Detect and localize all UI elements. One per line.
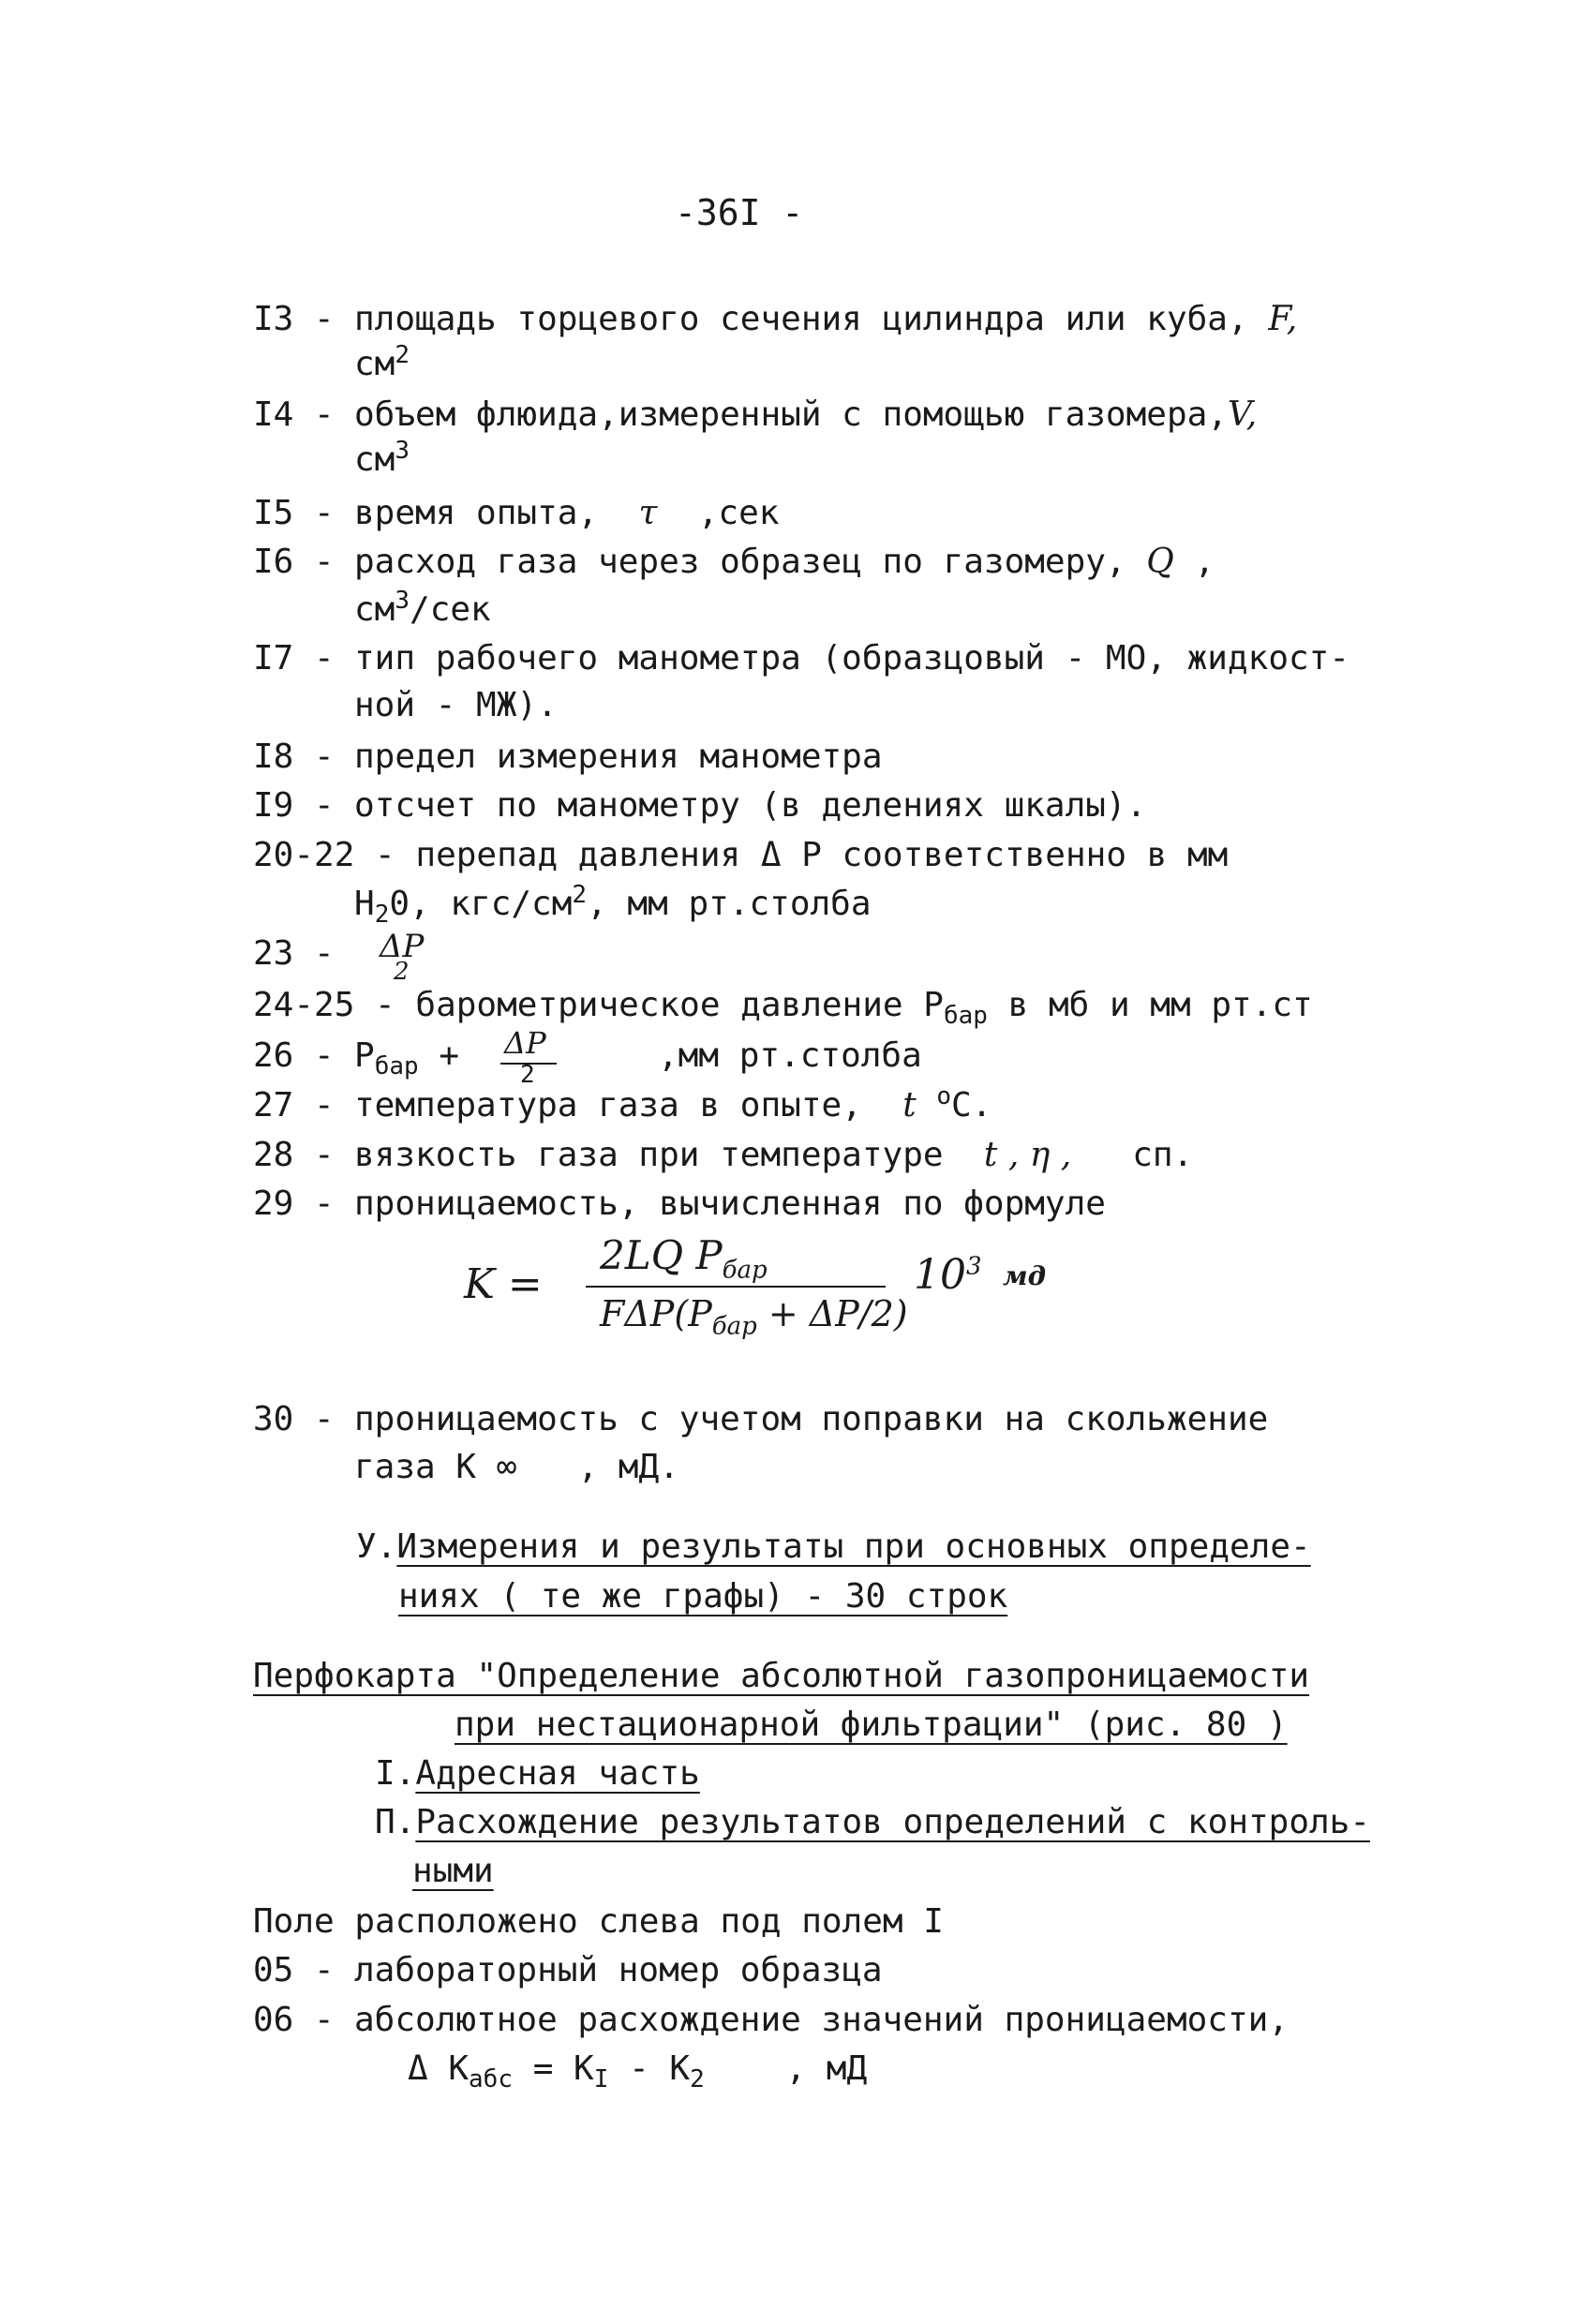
item-number: 20-22 - xyxy=(253,836,395,874)
denominator-text: FΔP(P xyxy=(600,1293,712,1334)
item-text: перепад давления Δ P соответственно в мм xyxy=(415,836,1229,874)
part-heading xyxy=(375,1801,1370,1844)
frac-numerator: ΔP xyxy=(504,1025,546,1061)
item-number: I7 - xyxy=(253,639,335,678)
unit-sup: 3 xyxy=(395,587,410,615)
item-number: 23 - xyxy=(253,934,335,973)
item-text: расход газа через образец по газомеру, xyxy=(354,543,1126,581)
item-number: 05 - xyxy=(253,1951,335,1989)
item-number: 26 - xyxy=(253,1036,335,1075)
item-text: проницаемость с учетом поправки на скольжение xyxy=(354,1400,1269,1438)
item-after: в мб и мм рт.ст xyxy=(1007,986,1313,1024)
part-title: Адресная часть xyxy=(415,1754,700,1793)
item-number: 30 - xyxy=(253,1400,335,1438)
part-prefix: П. xyxy=(375,1803,416,1841)
unit-text: см xyxy=(354,440,395,479)
item-sub: бар xyxy=(374,1052,419,1081)
unit-text: H xyxy=(354,885,375,923)
numerator-text: 2LQ P xyxy=(600,1232,723,1278)
item-number: I3 - xyxy=(253,300,335,338)
item-sub: бар xyxy=(943,1002,988,1031)
page-number: -36I - xyxy=(675,192,804,233)
item-text: барометрическое давление P xyxy=(415,986,944,1024)
formula-sub: 2 xyxy=(690,2065,705,2094)
item-text: время опыта, xyxy=(354,494,599,532)
multiplier-text: 10 xyxy=(914,1251,966,1299)
formula-fraction-bar xyxy=(586,1286,886,1288)
field-location-text: Поле расположено слева под полем I xyxy=(253,1902,944,1941)
unit-text: см xyxy=(354,345,395,383)
formula-lhs: K = xyxy=(464,1260,543,1308)
item-continuation: ной - МЖ). xyxy=(354,686,558,724)
item-after: ,мм рт.столба xyxy=(658,1036,922,1075)
item-symbol: V, xyxy=(1227,395,1258,434)
item-number: 28 - xyxy=(253,1136,335,1174)
item-number: 27 - xyxy=(253,1086,335,1125)
degree-sup: o xyxy=(936,1082,952,1110)
item-continuation xyxy=(354,439,410,482)
item-text: газа K xyxy=(354,1448,477,1486)
expr-denominator: 2 xyxy=(394,958,410,986)
formula-part: - K xyxy=(629,2049,691,2088)
item-continuation xyxy=(354,343,410,386)
item-number: 24-25 - xyxy=(253,986,395,1024)
item-after: , мД. xyxy=(577,1448,679,1486)
part-heading xyxy=(375,1752,700,1795)
section-heading xyxy=(356,1526,1311,1569)
item-text: отсчет по манометру (в делениях шкалы). xyxy=(354,786,1147,825)
item-continuation xyxy=(354,881,872,930)
item-number: 29 - xyxy=(253,1184,335,1223)
unit-sup: 3 xyxy=(395,437,410,465)
infinity-symbol: ∞ xyxy=(496,1448,517,1486)
item-number: I8 - xyxy=(253,737,335,776)
unit-sup: 2 xyxy=(572,881,588,909)
item-text: предел измерения манометра xyxy=(354,737,883,776)
item-text: P xyxy=(354,1036,375,1075)
item-symbol: F, xyxy=(1268,300,1298,338)
section-prefix: У. xyxy=(356,1527,397,1566)
item-number: I5 - xyxy=(253,494,335,532)
abs-diff-formula xyxy=(408,2048,868,2094)
item-number: I6 - xyxy=(253,543,335,581)
formula-sub: I xyxy=(593,2065,609,2094)
numerator-sub: бар xyxy=(722,1256,768,1285)
item-text: вязкость газа при температуре xyxy=(354,1136,944,1174)
part-prefix: I. xyxy=(375,1754,416,1793)
item-symbol: t xyxy=(902,1086,917,1125)
unit-sup: 2 xyxy=(395,341,410,369)
perfocard-title-line2: при нестационарной фильтрации" (рис. 80 ) xyxy=(455,1706,1288,1744)
item-symbol: Q xyxy=(1146,543,1174,581)
item-number: I4 - xyxy=(253,395,335,434)
denominator-sub: бар xyxy=(711,1312,757,1341)
item-text: температура газа в опыте, xyxy=(354,1086,862,1125)
item-text: тип рабочего манометра (образцовый - МО, жидкост- xyxy=(354,639,1350,678)
expr-numerator: ΔP xyxy=(380,928,425,965)
formula-multiplier xyxy=(914,1251,982,1299)
formula-numerator xyxy=(600,1232,768,1285)
formula-part: = K xyxy=(532,2049,594,2088)
item-text: проницаемость, вычисленная по формуле xyxy=(354,1184,1106,1223)
part-title-line2: ными xyxy=(412,1852,494,1890)
item-text: площадь торцевого сечения цилиндра или куба, xyxy=(354,300,1248,338)
denominator-tail: + ΔP/2) xyxy=(768,1293,908,1334)
item-after: , xyxy=(1194,543,1215,581)
unit-after: /сек xyxy=(410,590,491,629)
item-number: 06 - xyxy=(253,2001,335,2039)
item-symbol: t , η , xyxy=(983,1136,1072,1174)
formula-sub: абс xyxy=(469,2065,513,2094)
item-after: сп. xyxy=(1132,1136,1194,1174)
unit-sub: 2 xyxy=(374,901,390,930)
unit-text: , мм рт.столба xyxy=(587,885,872,923)
item-text: объем флюида,измеренный с помощью газомера, xyxy=(354,395,1228,434)
formula-part: Δ K xyxy=(408,2049,470,2088)
item-continuation xyxy=(354,1446,679,1489)
multiplier-sup: 3 xyxy=(966,1252,982,1281)
item-text: лабораторный номер образца xyxy=(354,1951,883,1989)
list-item xyxy=(253,984,1313,1031)
item-text: абсолютное расхождение значений проницаемости, xyxy=(354,2001,1289,2039)
unit-text: см xyxy=(354,590,395,629)
item-after: C. xyxy=(951,1086,992,1125)
part-title: Расхождение результатов определений с контроль- xyxy=(415,1803,1371,1841)
plus-sign: + xyxy=(439,1036,460,1075)
item-after: ,сек xyxy=(697,494,780,532)
formula-units: мд xyxy=(1003,1260,1047,1291)
unit-text: 0, кгс/см xyxy=(389,885,573,923)
item-symbol: τ xyxy=(638,494,658,532)
formula-denominator xyxy=(600,1293,908,1341)
section-title-line1: Измерения и результаты при основных определе- xyxy=(396,1527,1311,1566)
section-title-line2: ниях ( те же графы) - 30 строк xyxy=(398,1577,1008,1616)
list-item xyxy=(253,834,1228,877)
frac-denominator: 2 xyxy=(520,1061,535,1089)
formula-units: , мД xyxy=(785,2049,868,2088)
perfocard-title-line1: Перфокарта "Определение абсолютной газопроницаемости xyxy=(253,1657,1310,1695)
item-continuation xyxy=(354,588,491,632)
item-number: I9 - xyxy=(253,786,335,825)
